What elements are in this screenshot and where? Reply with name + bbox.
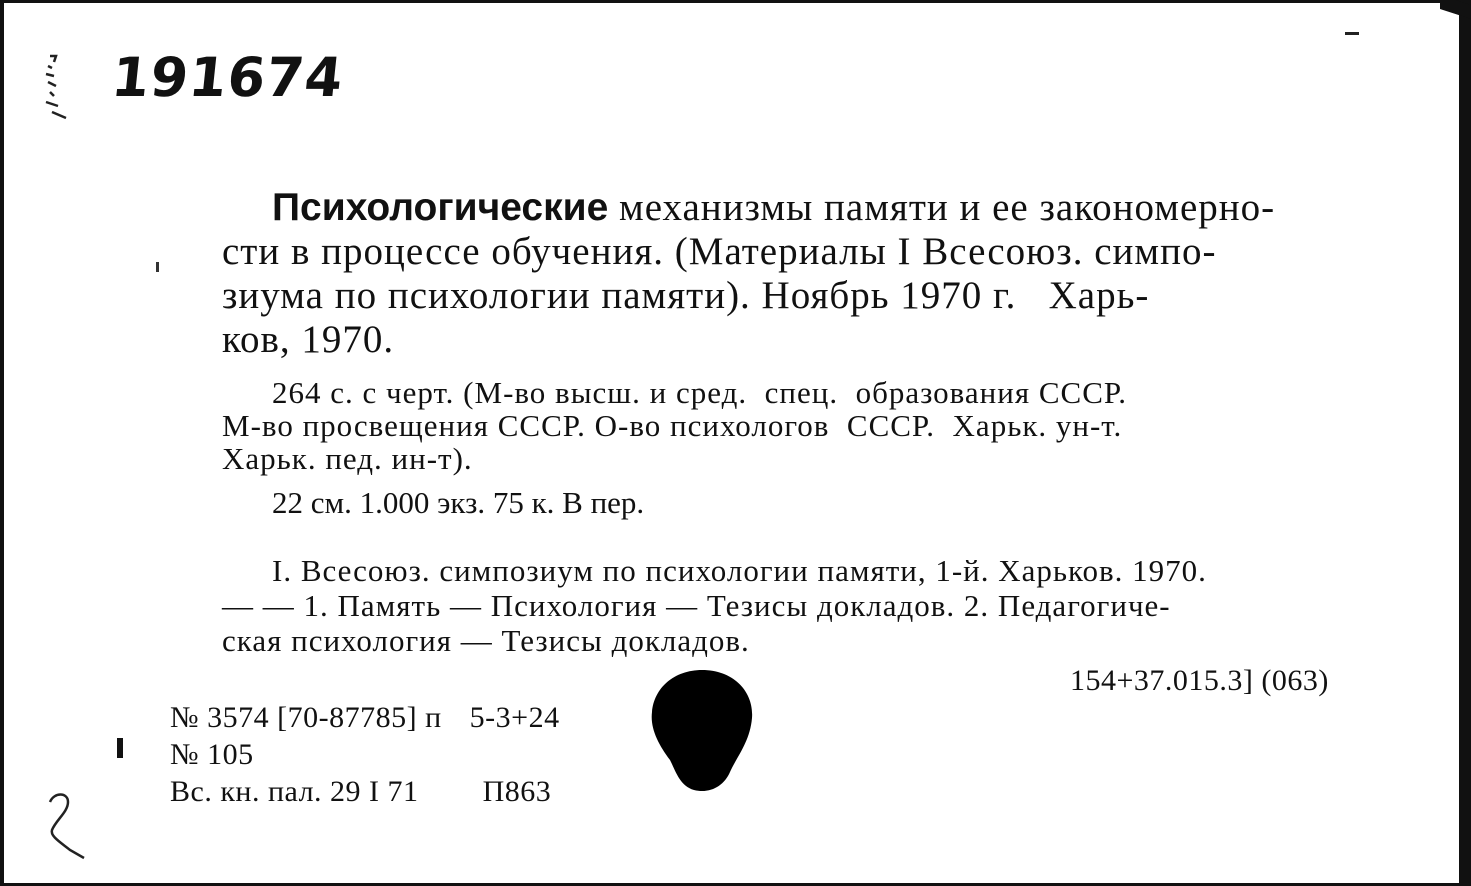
size-line: 22 см. 1.000 экз. 75 к. В пер. [272,485,645,520]
description-line: М-во просвещения СССР. О-во психологов СССР. Харьк. ун-т. [222,408,1123,443]
bullet-mark [117,738,123,758]
p-code: П863 [482,775,552,808]
title-line: ков, 1970. [222,318,395,361]
stray-mark [156,262,159,272]
title-line: зиума по психологии памяти). Ноябрь 1970 г. Харь- [222,274,1150,317]
classification-code: 5-3+24 [469,701,560,734]
subject-line: — — 1. Память — Психология — Тезисы докладов. 2. Педагогиче- [222,588,1171,623]
description-line: 264 с. с черт. (М-во высш. и сред. спец. образования СССР. [272,375,1127,410]
description [222,376,1392,475]
subject-line: ская психология — Тезисы докладов. [222,623,750,658]
title-line: сти в процессе обучения. (Материалы I Всесоюз. симпо- [222,230,1217,273]
card-edge-shadow [1459,0,1471,886]
subject-headings [222,553,1392,658]
handwritten-number: 191674 [108,46,347,109]
title-line [222,186,1392,230]
udc-code: 154+37.015.3] (063) [1070,664,1329,697]
card-footer [170,699,560,810]
order-number: № 3574 [70-87785] п [170,701,442,734]
margin-number-icon [40,790,90,860]
dash-mark [1345,32,1359,35]
description-line: Харьк. пед. ин-т). [222,441,473,476]
title-rest: механизмы памяти и ее закономерно- [608,186,1276,229]
chamber-row [170,773,560,810]
margin-scribble-icon [42,52,72,122]
order-row [170,699,560,736]
punch-hole-icon [650,668,754,796]
chamber-date: Вс. кн. пал. 29 I 71 [170,775,419,808]
title-paragraph [222,186,1392,362]
title-lead: Психологические [272,186,609,229]
copy-number: № 105 [170,738,254,771]
card-text [222,186,1392,658]
subject-line: I. Всесоюз. симпозиум по психологии памяти, 1-й. Харьков. 1970. [272,553,1207,588]
